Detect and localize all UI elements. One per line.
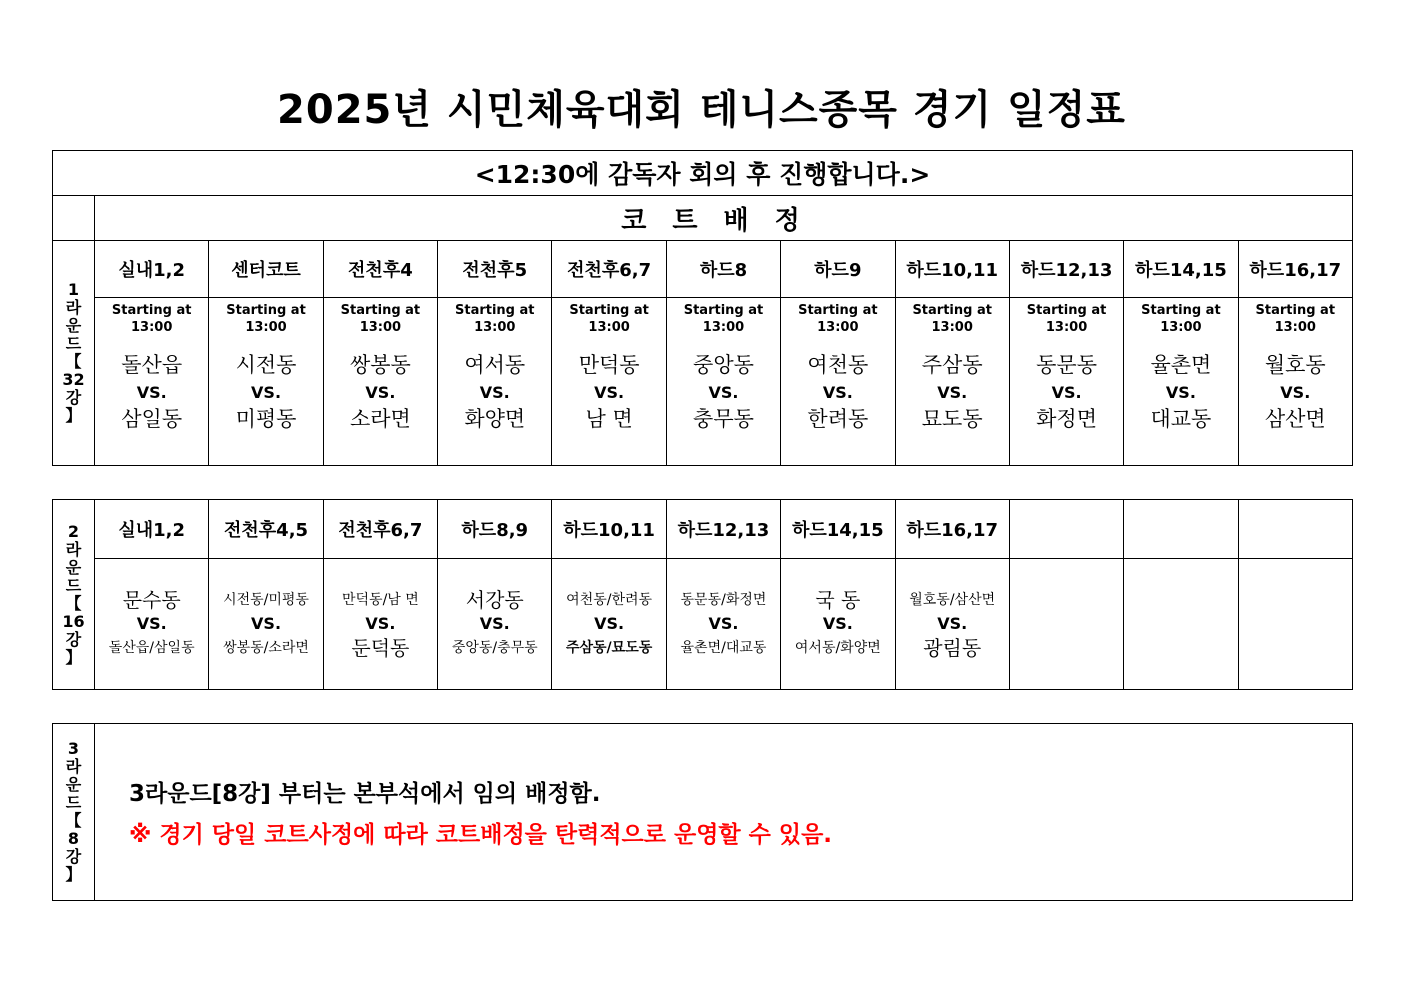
team-b: 한려동 (807, 407, 869, 431)
team-b: 미평동 (235, 407, 297, 431)
vs-label: VS. (251, 614, 282, 633)
team-b: 삼산면 (1264, 407, 1326, 431)
court-name: 하드12,13 (1009, 241, 1123, 298)
team-b: 둔덕동 (351, 636, 410, 660)
empty-cell (1124, 559, 1238, 690)
court-name: 하드16,17 (1238, 241, 1352, 298)
vs-label: VS. (1280, 383, 1311, 402)
team-a: 시전동/미평동 (223, 592, 309, 608)
round-label-part: 】 (65, 865, 82, 884)
vs-label: VS. (136, 383, 167, 402)
team-a: 만덕동/남 면 (342, 592, 419, 608)
match-cell (895, 559, 1009, 690)
start-time: 13:00 (702, 320, 745, 335)
team-a: 문수동 (122, 588, 181, 612)
team-b: 대교동 (1150, 407, 1212, 431)
court-name: 하드9 (781, 241, 895, 298)
team-b: 율촌면/대교동 (680, 640, 767, 656)
round-label-part: 드 (65, 334, 82, 353)
round-label-part: 】 (65, 406, 82, 425)
vs-label: VS. (937, 614, 968, 633)
match-cell (1009, 352, 1123, 466)
vs-label: VS. (1051, 383, 1082, 402)
match-cell (1124, 352, 1238, 466)
start-time: 13:00 (817, 320, 859, 335)
start-time: 13:00 (931, 320, 973, 335)
start-time-cell (1009, 298, 1123, 353)
vs-label: VS. (937, 383, 968, 402)
start-label: Starting at (798, 303, 878, 318)
start-label: Starting at (1255, 303, 1336, 318)
start-time-cell (895, 298, 1009, 353)
vs-label: VS. (479, 383, 510, 402)
round-label-part: 강 (65, 388, 82, 407)
team-b: 광림동 (923, 636, 982, 660)
round-label-part: 【 (65, 352, 82, 371)
start-time: 13:00 (1274, 320, 1316, 335)
match-cell (781, 352, 895, 466)
start-time-cell (1124, 298, 1238, 353)
team-b: 화양면 (464, 407, 526, 431)
court-name: 전천후4 (323, 241, 437, 298)
team-a: 국 동 (815, 588, 861, 612)
empty-cell (1124, 500, 1238, 559)
team-b: 충무동 (693, 407, 754, 431)
round-label-part: 1 (67, 280, 80, 299)
team-a: 서강동 (465, 588, 524, 612)
start-time-cell (438, 298, 552, 353)
start-label: Starting at (912, 303, 992, 318)
court-name: 전천후4,5 (209, 500, 323, 559)
match-cell (552, 352, 666, 466)
round-label-part: 운 (65, 316, 82, 335)
round2-label (53, 500, 95, 690)
round-label-part: 라 (65, 757, 82, 776)
match-cell (895, 352, 1009, 466)
start-label: Starting at (340, 303, 421, 318)
round3-note: 3라운드[8강] 부터는 본부석에서 임의 배정함. (129, 781, 601, 807)
court-name: 전천후6,7 (323, 500, 437, 559)
court-assignment-header: 코트배정 (95, 196, 1353, 241)
team-a: 돌산읍 (121, 353, 183, 377)
start-time: 13:00 (359, 320, 402, 335)
vs-label: VS. (594, 614, 625, 633)
empty-cell (1238, 559, 1352, 690)
start-time-cell (666, 298, 780, 353)
team-a: 만덕동 (578, 353, 640, 377)
start-label: Starting at (226, 303, 306, 318)
empty-corner (53, 196, 95, 241)
team-a: 동문동 (1036, 353, 1097, 377)
match-cell (209, 352, 323, 466)
match-cell (95, 352, 209, 466)
round-label-part: 라 (65, 539, 82, 559)
round-label-part: 3 (67, 739, 80, 758)
court-name: 하드16,17 (895, 500, 1009, 559)
court-name: 하드8,9 (438, 500, 552, 559)
round-label-part: 드 (65, 793, 82, 812)
court-name: 하드12,13 (666, 500, 780, 559)
team-b: 화정면 (1036, 407, 1097, 431)
team-a: 시전동 (235, 353, 297, 377)
round1-table (52, 150, 1353, 466)
start-time: 13:00 (588, 320, 630, 335)
start-time-cell (552, 298, 666, 353)
vs-label: VS. (594, 383, 625, 402)
match-cell (666, 352, 780, 466)
start-time: 13:00 (130, 320, 173, 335)
vs-label: VS. (365, 614, 396, 633)
team-a: 월호동 (1264, 353, 1326, 377)
match-cell (666, 559, 780, 690)
start-label: Starting at (569, 303, 649, 318)
match-cell (95, 559, 209, 690)
start-time: 13:00 (1045, 320, 1088, 335)
round-label-part: 운 (65, 775, 82, 794)
team-a: 동문동/화정면 (680, 592, 767, 608)
team-b: 소라면 (349, 407, 411, 431)
vs-label: VS. (479, 614, 510, 633)
team-a: 중앙동 (693, 353, 754, 377)
start-time-cell (781, 298, 895, 353)
court-name: 하드10,11 (895, 241, 1009, 298)
empty-cell (1009, 559, 1123, 690)
start-time: 13:00 (474, 320, 516, 335)
team-a: 여천동 (807, 353, 869, 377)
meeting-notice: <12:30에 감독자 회의 후 진행합니다.> (53, 151, 1353, 196)
vs-label: VS. (822, 614, 853, 633)
start-label: Starting at (1141, 303, 1221, 318)
team-b: 주삼동/묘도동 (565, 640, 653, 656)
start-label: Starting at (1026, 303, 1107, 318)
start-label: Starting at (111, 303, 192, 318)
round-label-part: 강 (65, 629, 82, 649)
court-name: 하드14,15 (781, 500, 895, 559)
start-time: 13:00 (1160, 320, 1202, 335)
round3-info (95, 724, 1353, 901)
round-label-part: 라 (65, 298, 82, 317)
team-a: 율촌면 (1150, 353, 1212, 377)
empty-cell (1238, 500, 1352, 559)
match-cell (209, 559, 323, 690)
team-a: 쌍봉동 (349, 353, 411, 377)
vs-label: VS. (251, 383, 282, 402)
page-title: 2025년 시민체육대회 테니스종목 경기 일정표 (277, 87, 1126, 133)
match-cell (781, 559, 895, 690)
start-time: 13:00 (245, 320, 287, 335)
vs-label: VS. (1165, 383, 1196, 402)
team-a: 주삼동 (921, 353, 983, 377)
team-b: 중앙동/충무동 (451, 640, 538, 656)
match-cell (438, 559, 552, 690)
round3-table (52, 723, 1353, 901)
round-label-part: 16 (62, 611, 85, 631)
vs-label: VS. (708, 614, 739, 633)
start-time-cell (1238, 298, 1352, 353)
round-label-part: 【 (65, 593, 82, 613)
team-b: 묘도동 (921, 407, 983, 431)
match-cell (323, 352, 437, 466)
court-name: 전천후6,7 (552, 241, 666, 298)
round-label-part: 드 (65, 575, 82, 595)
round-label-part: 】 (65, 647, 82, 667)
court-name: 센터코트 (209, 241, 323, 298)
round-label-part: 강 (65, 847, 82, 866)
round1-label (53, 241, 95, 466)
court-name: 실내1,2 (95, 500, 209, 559)
vs-label: VS. (822, 383, 853, 402)
team-b: 여서동/화양면 (794, 640, 881, 656)
round-label-part: 2 (67, 521, 80, 541)
match-cell (323, 559, 437, 690)
start-label: Starting at (683, 303, 764, 318)
team-b: 삼일동 (121, 407, 183, 431)
match-cell (438, 352, 552, 466)
round3-label (53, 724, 95, 901)
round2-table (52, 499, 1353, 690)
match-cell (552, 559, 666, 690)
vs-label: VS. (365, 383, 396, 402)
start-time-cell (209, 298, 323, 353)
court-name: 전천후5 (438, 241, 552, 298)
empty-cell (1009, 500, 1123, 559)
vs-label: VS. (136, 614, 167, 633)
court-name: 실내1,2 (95, 241, 209, 298)
team-b: 돌산읍/삼일동 (108, 640, 195, 656)
court-name: 하드8 (666, 241, 780, 298)
vs-label: VS. (708, 383, 739, 402)
court-name: 하드10,11 (552, 500, 666, 559)
team-b: 쌍봉동/소라면 (223, 640, 309, 656)
round-label-part: 운 (65, 557, 82, 577)
round-label-part: 8 (67, 829, 80, 848)
start-time-cell (323, 298, 437, 353)
round-label-part: 32 (62, 370, 85, 389)
team-a: 여천동/한려동 (566, 592, 653, 608)
match-cell (1238, 352, 1352, 466)
team-a: 여서동 (464, 353, 526, 377)
court-name: 하드14,15 (1124, 241, 1238, 298)
team-b: 남 면 (585, 407, 633, 431)
team-a: 월호동/삼산면 (909, 592, 996, 608)
round-label-part: 【 (65, 811, 82, 830)
start-time-cell (95, 298, 209, 353)
start-label: Starting at (455, 303, 535, 318)
court-warning: ※ 경기 당일 코트사정에 따라 코트배정을 탄력적으로 운영할 수 있음. (129, 822, 833, 848)
